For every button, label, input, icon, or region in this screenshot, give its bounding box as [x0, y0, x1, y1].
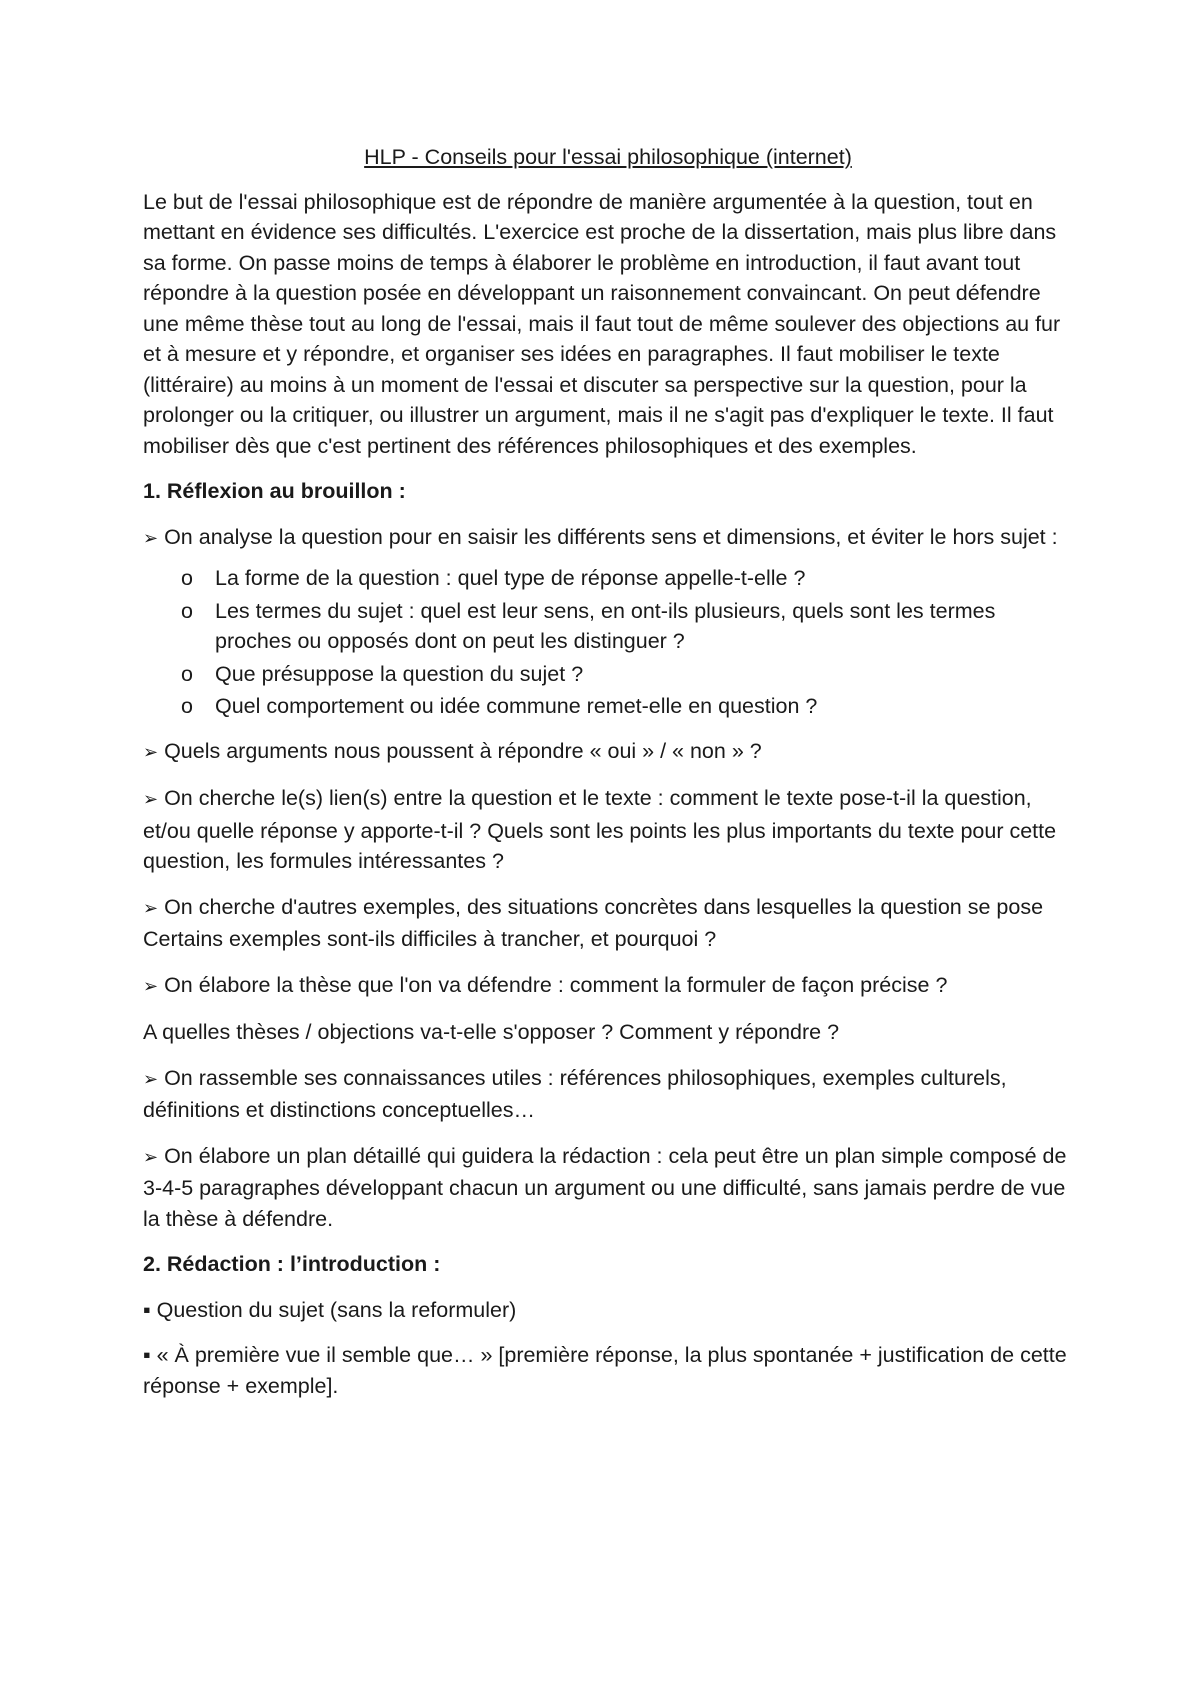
document-title: HLP - Conseils pour l'essai philosophique (internet) [364, 145, 852, 169]
list-item: o Que présuppose la question du sujet ? [181, 659, 1073, 690]
section-2-item-2: ▪ « À première vue il semble que… » [première réponse, la plus spontanée + justification de cette réponse + exemple]. [143, 1343, 1067, 1398]
section-1-point-6: ➢ On rassemble ses connaissances utiles : références philosophiques, exemples culturels, définitions et distinctions conceptuelles… [143, 1065, 1007, 1122]
circle-bullet-icon: o [181, 694, 193, 718]
arrow-bullet-icon: ➢ [143, 897, 159, 919]
section-1-point-3: ➢ On cherche le(s) lien(s) entre la question et le texte : comment le texte pose-t-il la question, et/ou quelle réponse y apporte-t-il ? Quels sont les points les plus importants du texte pour cette question, les formules intéressantes ? [143, 786, 1057, 873]
section-1-point-5-follow: A quelles thèses / objections va-t-elle s'opposer ? Comment y répondre ? [143, 1020, 840, 1044]
arrow-bullet-icon: ➢ [143, 1146, 159, 1168]
square-bullet-icon: ▪ [143, 1343, 151, 1367]
section-1-point-7: ➢ On élabore un plan détaillé qui guidera la rédaction : cela peut être un plan simple composé de 3-4-5 paragraphes développant chacun un argument ou une difficulté, sans jamais perdre de vue la thèse à défendre. [143, 1143, 1067, 1231]
circle-bullet-icon: o [181, 566, 193, 590]
question-analysis-list [143, 563, 1073, 722]
section-1-point-5: ➢ On élabore la thèse que l'on va défendre : comment la formuler de façon précise ? [143, 972, 948, 997]
arrow-bullet-icon: ➢ [143, 741, 159, 763]
arrow-bullet-icon: ➢ [143, 975, 159, 997]
arrow-bullet-icon: ➢ [143, 789, 159, 810]
section-2-item-1: ▪ Question du sujet (sans la reformuler) [143, 1297, 517, 1322]
intro-paragraph: Le but de l'essai philosophique est de répondre de manière argumentée à la question, tout en mettant en évidence ses difficultés. L'exercice est proche de la dissertation, mais plus libre dans sa forme. On passe moins de temps à élaborer le problème en introduction, il faut avant tout répondre à la question posée en développant un raisonnement convaincant. On peut défendre une même thèse tout au long de l'essai, mais il faut tout de même soulever des objections au fur et à mesure et y répondre, et organiser ses idées en paragraphes. Il faut mobiliser le texte (littéraire) au moins à un moment de l'essai et discuter sa perspective sur la question, pour la prolonger ou la critiquer, ou illustrer un argument, mais il ne s'agit pas d'expliquer le texte. Il faut mobiliser dès que c'est pertinent des références philosophiques et des exemples. [143, 189, 1061, 458]
list-item: o Quel comportement ou idée commune remet-elle en question ? [181, 691, 1073, 722]
section-2-heading: 2. Rédaction : l’introduction : [143, 1252, 441, 1276]
section-1-heading: 1. Réflexion au brouillon : [143, 479, 406, 503]
list-item: o Les termes du sujet : quel est leur sens, en ont-ils plusieurs, quels sont les termes proches ou opposés dont on peut les distinguer ? [181, 596, 1073, 657]
circle-bullet-icon: o [181, 598, 193, 623]
circle-bullet-icon: o [181, 661, 193, 686]
section-1-point-4: ➢ On cherche d'autres exemples, des situations concrètes dans lesquelles la question se pose Certains exemples sont-ils difficiles à trancher, et pourquoi ? [143, 894, 1044, 951]
square-bullet-icon: ▪ [143, 1297, 151, 1322]
section-1-point-2: ➢ Quels arguments nous poussent à répondre « oui » / « non » ? [143, 738, 762, 763]
arrow-bullet-icon: ➢ [143, 1068, 159, 1090]
list-item: o La forme de la question : quel type de réponse appelle-t-elle ? [181, 563, 1073, 594]
document-page [143, 142, 1073, 1416]
section-1-point-1: ➢ On analyse la question pour en saisir les différents sens et dimensions, et éviter le hors sujet : [143, 524, 1058, 549]
arrow-bullet-icon: ➢ [143, 527, 159, 549]
